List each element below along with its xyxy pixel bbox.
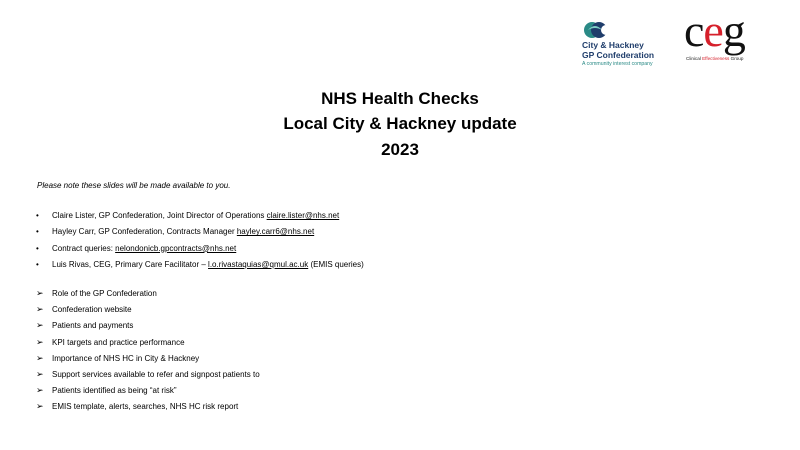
email-link[interactable]: hayley.carr6@nhs.net	[236, 227, 315, 237]
arrow-bullet-icon: ➢	[36, 336, 44, 347]
bullet-icon: •	[36, 243, 39, 253]
contact-text: Claire Lister, GP Confederation, Joint Director of Operations	[52, 211, 267, 220]
arrow-bullet-icon: ➢	[36, 288, 44, 298]
contact-text: Hayley Carr, GP Confederation, Contracts Manager	[52, 227, 237, 237]
contact-text: Luis Rivas, CEG, Primary Care Facilitator –	[52, 259, 209, 269]
ceg-letter-c: c	[684, 5, 704, 56]
ceg-logo-subtitle	[686, 56, 743, 61]
topic-text: Role of the GP Confederation	[52, 289, 157, 298]
ceg-sub-a: Clinical	[686, 56, 703, 61]
slide-title-year: 2023	[381, 140, 419, 159]
ceg-sub-b: Effectiveness	[702, 56, 730, 61]
email-link[interactable]: nelondonicb.gpcontracts@nhs.net	[115, 243, 237, 253]
topic-text: Importance of NHS HC in City & Hackney	[52, 353, 200, 363]
bullet-icon: •	[36, 227, 39, 237]
contact-after: (EMIS queries)	[308, 259, 364, 269]
arrow-bullet-icon: ➢	[36, 352, 44, 363]
email-link[interactable]: claire.lister@nhs.net	[266, 211, 340, 220]
arrow-bullet-icon: ➢	[36, 320, 44, 331]
ceg-letter-e: e	[703, 5, 723, 56]
slide-title-line2: Local City & Hackney update	[283, 114, 517, 133]
gpc-logo-line1: City & Hackney	[582, 40, 644, 50]
ceg-logo	[684, 5, 784, 66]
ceg-letter-g: g	[722, 5, 745, 56]
topic-text: Patients and payments	[52, 321, 134, 331]
topic-text: EMIS template, alerts, searches, NHS HC risk report	[52, 402, 239, 412]
ceg-logo-wordmark	[684, 5, 745, 56]
topic-text: Confederation website	[52, 305, 132, 315]
bullet-icon: •	[36, 259, 39, 269]
gpc-logo-tagline: A community interest company	[582, 61, 653, 67]
topic-text: KPI targets and practice performance	[52, 337, 185, 347]
availability-note: Please note these slides will be made available to you.	[37, 181, 231, 190]
gp-confederation-logo-mark-icon	[582, 20, 624, 40]
email-link[interactable]: l.o.rivastaquias@qmul.ac.uk	[208, 259, 309, 269]
arrow-bullet-icon: ➢	[36, 401, 44, 412]
topic-text: Support services available to refer and signpost patients to	[52, 369, 260, 379]
gp-confederation-logo	[582, 20, 674, 66]
arrow-bullet-icon: ➢	[36, 304, 44, 315]
topic-text: Patients identified as being “at risk”	[52, 386, 177, 396]
arrow-bullet-icon: ➢	[36, 385, 44, 396]
gpc-logo-line2: GP Confederation	[582, 50, 655, 60]
ceg-sub-c: Group	[729, 56, 744, 61]
arrow-bullet-icon: ➢	[36, 368, 44, 379]
contact-text: Contract queries:	[52, 243, 116, 253]
slide-title-line1: NHS Health Checks	[321, 89, 479, 108]
bullet-icon: •	[36, 211, 39, 220]
